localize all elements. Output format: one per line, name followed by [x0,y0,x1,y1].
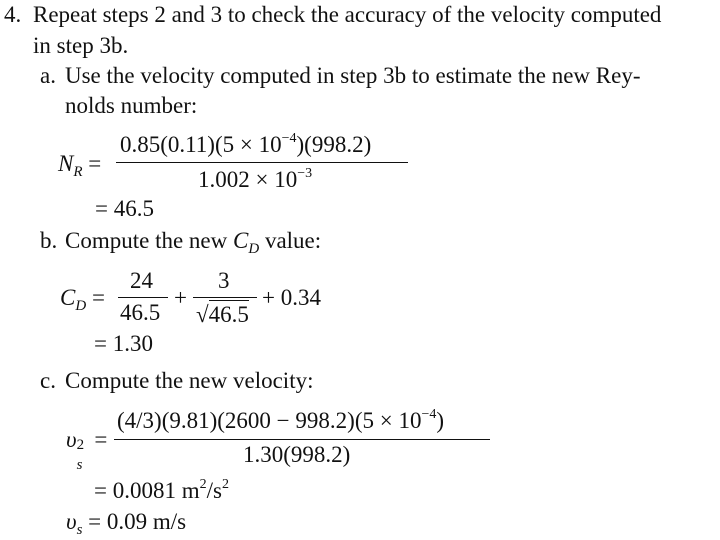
plus-sign: + [174,285,187,310]
numerator-text: (4/3)(9.81)(2600 − 998.2)(5 × 10 [117,408,422,433]
velocity-numerator [117,407,444,434]
result-exponent: 2 [221,477,229,492]
numerator-exponent: −4 [281,131,297,146]
reynolds-fraction-bar [116,162,408,163]
final-velocity-value: = 0.09 m/s [82,509,187,534]
reynolds-lhs [58,151,101,181]
constant-term: + 0.34 [262,285,321,310]
step-4-number [4,2,21,28]
part-a-letter: a. [40,63,56,88]
drag-coefficient-result: = 1.30 [94,331,153,356]
cd-subscript: D [75,298,87,314]
equals-sign: = [94,427,108,452]
step-number: 4. [4,2,22,27]
velocity-subscript: s [76,522,83,538]
part-c-letter: c. [40,368,56,393]
velocity-superscript: 2 [76,437,85,453]
final-velocity [66,509,186,539]
velocity-symbol: υ [66,427,77,452]
square-root-icon: √ [196,302,209,327]
numerator-text: 0.85(0.11)(5 × 10 [120,132,282,157]
reynolds-denominator [198,166,312,193]
denominator-text: 1.002 × 10 [198,167,298,192]
part-b-text-prefix: Compute the new [65,228,233,253]
numerator-text: )(998.2) [296,132,372,157]
reynolds-numerator [120,131,371,158]
cd-symbol: C [233,228,249,253]
equals-sign: = [91,285,105,310]
denominator-exponent: −3 [297,166,313,181]
reynolds-subscript: R [73,164,83,180]
part-a-line-1: Use the velocity computed in step 3b to estimate the new Rey- [65,63,641,88]
part-b-letter: b. [40,228,58,253]
velocity-squared-result [94,477,229,504]
part-c-text: Compute the new velocity: [65,368,314,393]
cd-subscript: D [248,241,260,257]
fraction-1-numerator: 24 [130,268,153,293]
numerator-exponent: −4 [421,407,437,422]
result-exponent: 2 [199,477,207,492]
velocity-squared-lhs [66,427,108,473]
result-text: = 0.0081 m [94,478,200,503]
reynolds-symbol: N [58,151,74,176]
equals-sign: = [88,151,102,176]
cd-symbol: C [60,285,76,310]
velocity-denominator: 1.30(998.2) [243,442,351,467]
velocity-subscript: s [76,457,83,473]
fraction-2-denominator [196,302,249,328]
radicand: 46.5 [208,302,249,327]
reynolds-result: = 46.5 [95,196,154,221]
step-4-line-2: in step 3b. [33,33,129,58]
step-4-line-1: Repeat steps 2 and 3 to check the accuracy of the velocity computed [33,2,662,27]
fraction-1-bar [118,297,168,298]
numerator-text: ) [436,408,445,433]
velocity-fraction-bar [114,439,490,440]
fraction-2-bar [193,297,257,298]
fraction-1-denominator: 46.5 [120,300,161,325]
part-a-line-2: nolds number: [65,93,198,118]
fraction-2-numerator: 3 [218,268,230,293]
drag-coefficient-lhs [60,285,105,315]
part-b-text-suffix: value: [259,228,322,253]
result-text: /s [206,478,222,503]
velocity-symbol: υ [66,509,77,534]
part-b-text [65,228,321,258]
